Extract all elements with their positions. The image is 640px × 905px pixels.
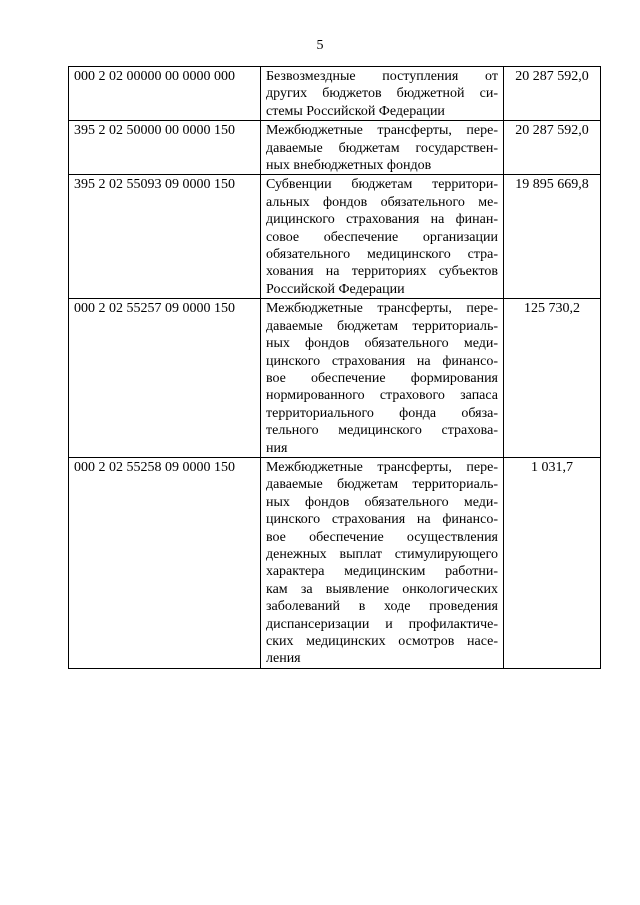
description-line: цинского страхования на финансо- [266, 512, 498, 528]
description-line: кам за выявление онкологических [266, 581, 498, 597]
classification-code-cell: 000 2 02 00000 00 0000 000 [69, 67, 261, 121]
amount-cell: 20 287 592,0 [504, 67, 601, 121]
table-row [69, 299, 601, 458]
revenue-description-cell [261, 457, 504, 668]
classification-code-cell: 395 2 02 55093 09 0000 150 [69, 175, 261, 299]
description-line: ления [266, 651, 301, 667]
description-line: Межбюджетные трансферты, пере- [266, 123, 498, 139]
description-line: альных фондов обязательного ме- [266, 194, 498, 210]
revenue-description-cell [261, 121, 504, 175]
description-line: даваемые бюджетам территориаль- [266, 477, 498, 493]
description-line: вое обеспечение осуществления [266, 529, 498, 545]
description-line: ных внебюджетных фондов [266, 158, 432, 174]
description-line: тельного медицинского страхова- [266, 423, 498, 439]
description-line: стемы Российской Федерации [266, 103, 445, 119]
revenue-description-cell [261, 67, 504, 121]
description-line: диспансеризации и профилактиче- [266, 616, 498, 632]
description-line: других бюджетов бюджетной си- [266, 86, 498, 102]
description-line: даваемые бюджетам государствен- [266, 140, 498, 156]
description-line: Межбюджетные трансферты, пере- [266, 459, 498, 475]
description-line: хования на территориях субъектов [266, 264, 498, 280]
description-line: ных фондов обязательного меди- [266, 494, 498, 510]
table-row [69, 457, 601, 668]
table-row [69, 175, 601, 299]
description-line: дицинского страхования на финан- [266, 212, 498, 228]
description-line: денежных выплат стимулирующего [266, 546, 498, 562]
revenue-description-cell [261, 299, 504, 458]
description-line: вое обеспечение формирования [266, 370, 498, 386]
description-line: нормированного страхового запаса [266, 388, 498, 404]
amount-cell: 19 895 669,8 [504, 175, 601, 299]
description-line: Межбюджетные трансферты, пере- [266, 301, 498, 317]
description-line: Безвозмездные поступления от [266, 69, 498, 84]
classification-code-cell: 000 2 02 55258 09 0000 150 [69, 457, 261, 668]
description-line: ных фондов обязательного меди- [266, 336, 498, 352]
table-body [69, 67, 601, 669]
table-row [69, 121, 601, 175]
classification-code-cell: 395 2 02 50000 00 0000 150 [69, 121, 261, 175]
description-line: цинского страхования на финансо- [266, 353, 498, 369]
description-line: характера медицинским работни- [266, 564, 498, 580]
revenue-description-cell [261, 175, 504, 299]
description-line: заболеваний в ходе проведения [266, 599, 498, 615]
amount-cell: 20 287 592,0 [504, 121, 601, 175]
amount-cell: 1 031,7 [504, 457, 601, 668]
description-line: даваемые бюджетам территориаль- [266, 318, 498, 334]
description-line: обязательного медицинского стра- [266, 247, 498, 263]
description-line: ских медицинских осмотров насе- [266, 634, 498, 649]
budget-revenue-table [68, 66, 601, 669]
classification-code-cell: 000 2 02 55257 09 0000 150 [69, 299, 261, 458]
description-line: совое обеспечение организации [266, 229, 498, 245]
description-line: Российской Федерации [266, 281, 405, 297]
page-number: 5 [316, 38, 324, 53]
table-row [69, 67, 601, 121]
description-line: ния [266, 440, 288, 456]
description-line: территориального фонда обяза- [266, 405, 498, 421]
amount-cell: 125 730,2 [504, 299, 601, 458]
description-line: Субвенции бюджетам территори- [266, 177, 498, 193]
